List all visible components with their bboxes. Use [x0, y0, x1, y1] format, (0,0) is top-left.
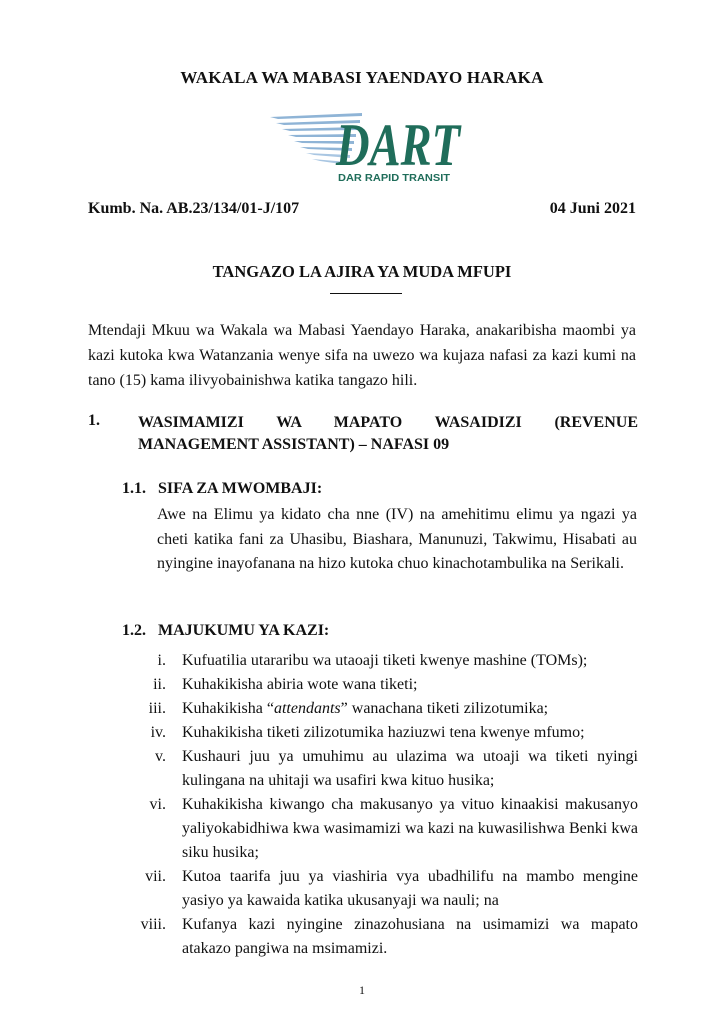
title-underline — [330, 293, 402, 294]
list-item-text: Kuhakikisha tiketi zilizotumika haziuzwi tena kwenye mfumo; — [182, 724, 585, 741]
list-item-number: ii. — [153, 676, 166, 693]
logo-tagline: DAR RAPID TRANSIT — [338, 172, 451, 184]
list-item-number: i. — [157, 652, 166, 669]
list-item — [110, 865, 638, 913]
subsection-title: SIFA ZA MWOMBAJI: — [158, 480, 323, 497]
list-item-number: iv. — [150, 724, 166, 741]
subsection-number: 1.2. — [122, 622, 146, 639]
reference-date: 04 Juni 2021 — [549, 200, 636, 217]
section-number: 1. — [88, 412, 100, 429]
subsection-number: 1.1. — [122, 480, 146, 497]
list-item-number: iii. — [148, 700, 166, 717]
page-number: 1 — [359, 983, 365, 997]
subsection-title: MAJUKUMU YA KAZI: — [158, 622, 330, 639]
text-segment: ” wanachana tiketi zilizotumika; — [340, 700, 549, 717]
list-item-text: Kufuatilia utararibu wa utaoaji tiketi kwenye mashine (TOMs); — [182, 652, 588, 669]
subsection-sifa-heading — [122, 480, 322, 498]
list-item — [110, 649, 638, 673]
subsection-majukumu-heading — [122, 622, 329, 640]
list-item — [110, 745, 638, 793]
text-segment: Kuhakikisha “ — [182, 700, 274, 717]
list-item-text: Kushauri juu ya umuhimu au ulazima wa utoaji wa tiketi nyingi kulingana na uhitaji wa usafiri kwa kituo husika; — [182, 748, 638, 789]
list-item-text: Kufanya kazi nyingine zinazohusiana na usimamizi wa mapato atakazo pangiwa na msimamizi. — [182, 916, 638, 957]
organization-heading: WAKALA WA MABASI YAENDAYO HARAKA — [180, 68, 544, 87]
duties-list — [110, 649, 638, 961]
dart-logo — [270, 108, 465, 188]
logo-brand-text: DART — [335, 112, 462, 178]
list-item — [110, 721, 638, 745]
list-item-number: viii. — [140, 916, 166, 933]
list-item-text — [182, 697, 638, 721]
reference-number: Kumb. Na. AB.23/134/01-J/107 — [88, 200, 300, 217]
notice-title: TANGAZO LA AJIRA YA MUDA MFUPI — [212, 262, 512, 281]
list-item-text: Kuhakikisha kiwango cha makusanyo ya vituo kinaakisi makusanyo yaliyokabidhiwa kwa wasimamizi wa kazi na kuwasilishwa Benki kwa siku husika; — [182, 796, 638, 861]
list-item — [110, 793, 638, 865]
list-item-number: vii. — [145, 868, 166, 885]
list-item — [110, 913, 638, 961]
list-item-text: Kutoa taarifa juu ya viashiria vya ubadhilifu na mambo mengine yasiyo ya kawaida katika ukusanyaji wa nauli; na — [182, 868, 638, 909]
intro-paragraph: Mtendaji Mkuu wa Wakala wa Mabasi Yaendayo Haraka, anakaribisha maombi ya kazi kutoka kwa Watanzania wenye sifa na uwezo wa kujaza nafasi za kazi kumi na tano (15) kama ilivyobainishwa katika tangazo hili. — [88, 322, 636, 389]
section-title: WASIMAMIZI WA MAPATO WASAIDIZI (REVENUE MANAGEMENT ASSISTANT) – NAFASI 09 — [138, 414, 638, 453]
list-item-number: v. — [155, 748, 166, 765]
sifa-paragraph: Awe na Elimu ya kidato cha nne (IV) na amehitimu elimu ya ngazi ya cheti katika fani za Uhasibu, Biashara, Manunuzi, Takwimu, Hisabati au nyingine inayofanana na hizo kutoka chuo kinachotambulika na Serikali. — [157, 506, 637, 572]
list-item-number: vi. — [149, 796, 166, 813]
list-item-text: Kuhakikisha abiria wote wana tiketi; — [182, 676, 418, 693]
emphasized-term: attendants — [273, 700, 341, 717]
list-item — [110, 697, 638, 721]
list-item — [110, 673, 638, 697]
